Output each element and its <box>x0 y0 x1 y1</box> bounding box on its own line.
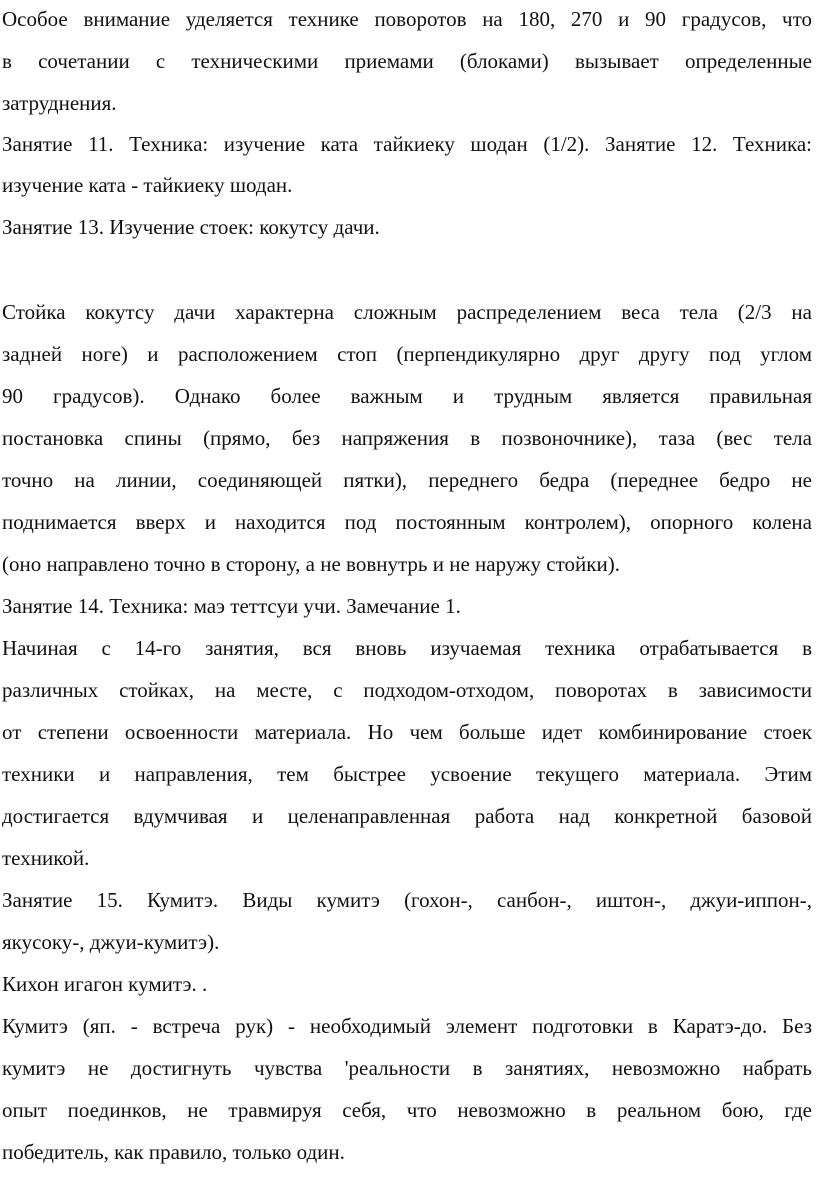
text-line: кумитэ не достигнуть чувства 'реальности в занятиях, невозможно набрать <box>2 1056 812 1080</box>
text-line: различных стойках, на месте, с подходом-отходом, поворотах в зависимости <box>2 678 812 702</box>
text-line: опыт поединков, не травмируя себя, что невозможно в реальном бою, где <box>2 1098 812 1122</box>
text-line: затруднения. <box>2 91 117 115</box>
text-line: Занятие 15. Кумитэ. Виды кумитэ (гохон-, санбон-, иштон-, джуи-иппон-, <box>2 888 812 912</box>
text-line: поднимается вверх и находится под постоянным контролем), опорного колена <box>2 510 812 534</box>
text-line: Особое внимание уделяется технике поворотов на 180, 270 и 90 градусов, что <box>2 7 812 31</box>
text-line: Стойка кокутсу дачи характерна сложным распределением веса тела (2/3 на <box>2 300 812 324</box>
text-line: 90 градусов). Однако более важным и трудным является правильная <box>2 384 812 408</box>
text-line: Кихон игагон кумитэ. . <box>2 972 208 996</box>
text-line: в сочетании с техническими приемами (блоками) вызывает определенные <box>2 49 812 73</box>
text-line: техникой. <box>2 846 90 870</box>
text-line: победитель, как правило, только один. <box>2 1140 345 1164</box>
text-line: (оно направлено точно в сторону, а не вовнутрь и не наружу стойки). <box>2 552 620 576</box>
text-line: достигается вдумчивая и целенаправленная работа над конкретной базовой <box>2 804 812 828</box>
text-line: Начиная с 14-го занятия, вся вновь изучаемая техника отрабатывается в <box>2 636 812 660</box>
text-line: задней ноге) и расположением стоп (перпендикулярно друг другу под углом <box>2 342 812 366</box>
text-line: якусоку-, джуи-кумитэ). <box>2 930 220 954</box>
text-line: Занятие 13. Изучение стоек: кокутсу дачи. <box>2 215 380 239</box>
text-line: Занятие 11. Техника: изучение ката тайкиеку шодан (1/2). Занятие 12. Техника: <box>2 132 812 156</box>
text-line: постановка спины (прямо, без напряжения в позвоночнике), таза (вес тела <box>2 426 812 450</box>
text-line: Кумитэ (яп. - встреча рук) - необходимый элемент подготовки в Каратэ-до. Без <box>2 1014 812 1038</box>
text-line: Занятие 14. Техника: маэ теттсуи учи. Замечание 1. <box>2 594 461 618</box>
text-line: от степени освоенности материала. Но чем больше идет комбинирование стоек <box>2 720 812 744</box>
text-line: изучение ката - тайкиеку шодан. <box>2 173 293 197</box>
text-line: точно на линии, соединяющей пятки), переднего бедра (переднее бедро не <box>2 468 812 492</box>
text-line: техники и направления, тем быстрее усвоение текущего материала. Этим <box>2 762 812 786</box>
